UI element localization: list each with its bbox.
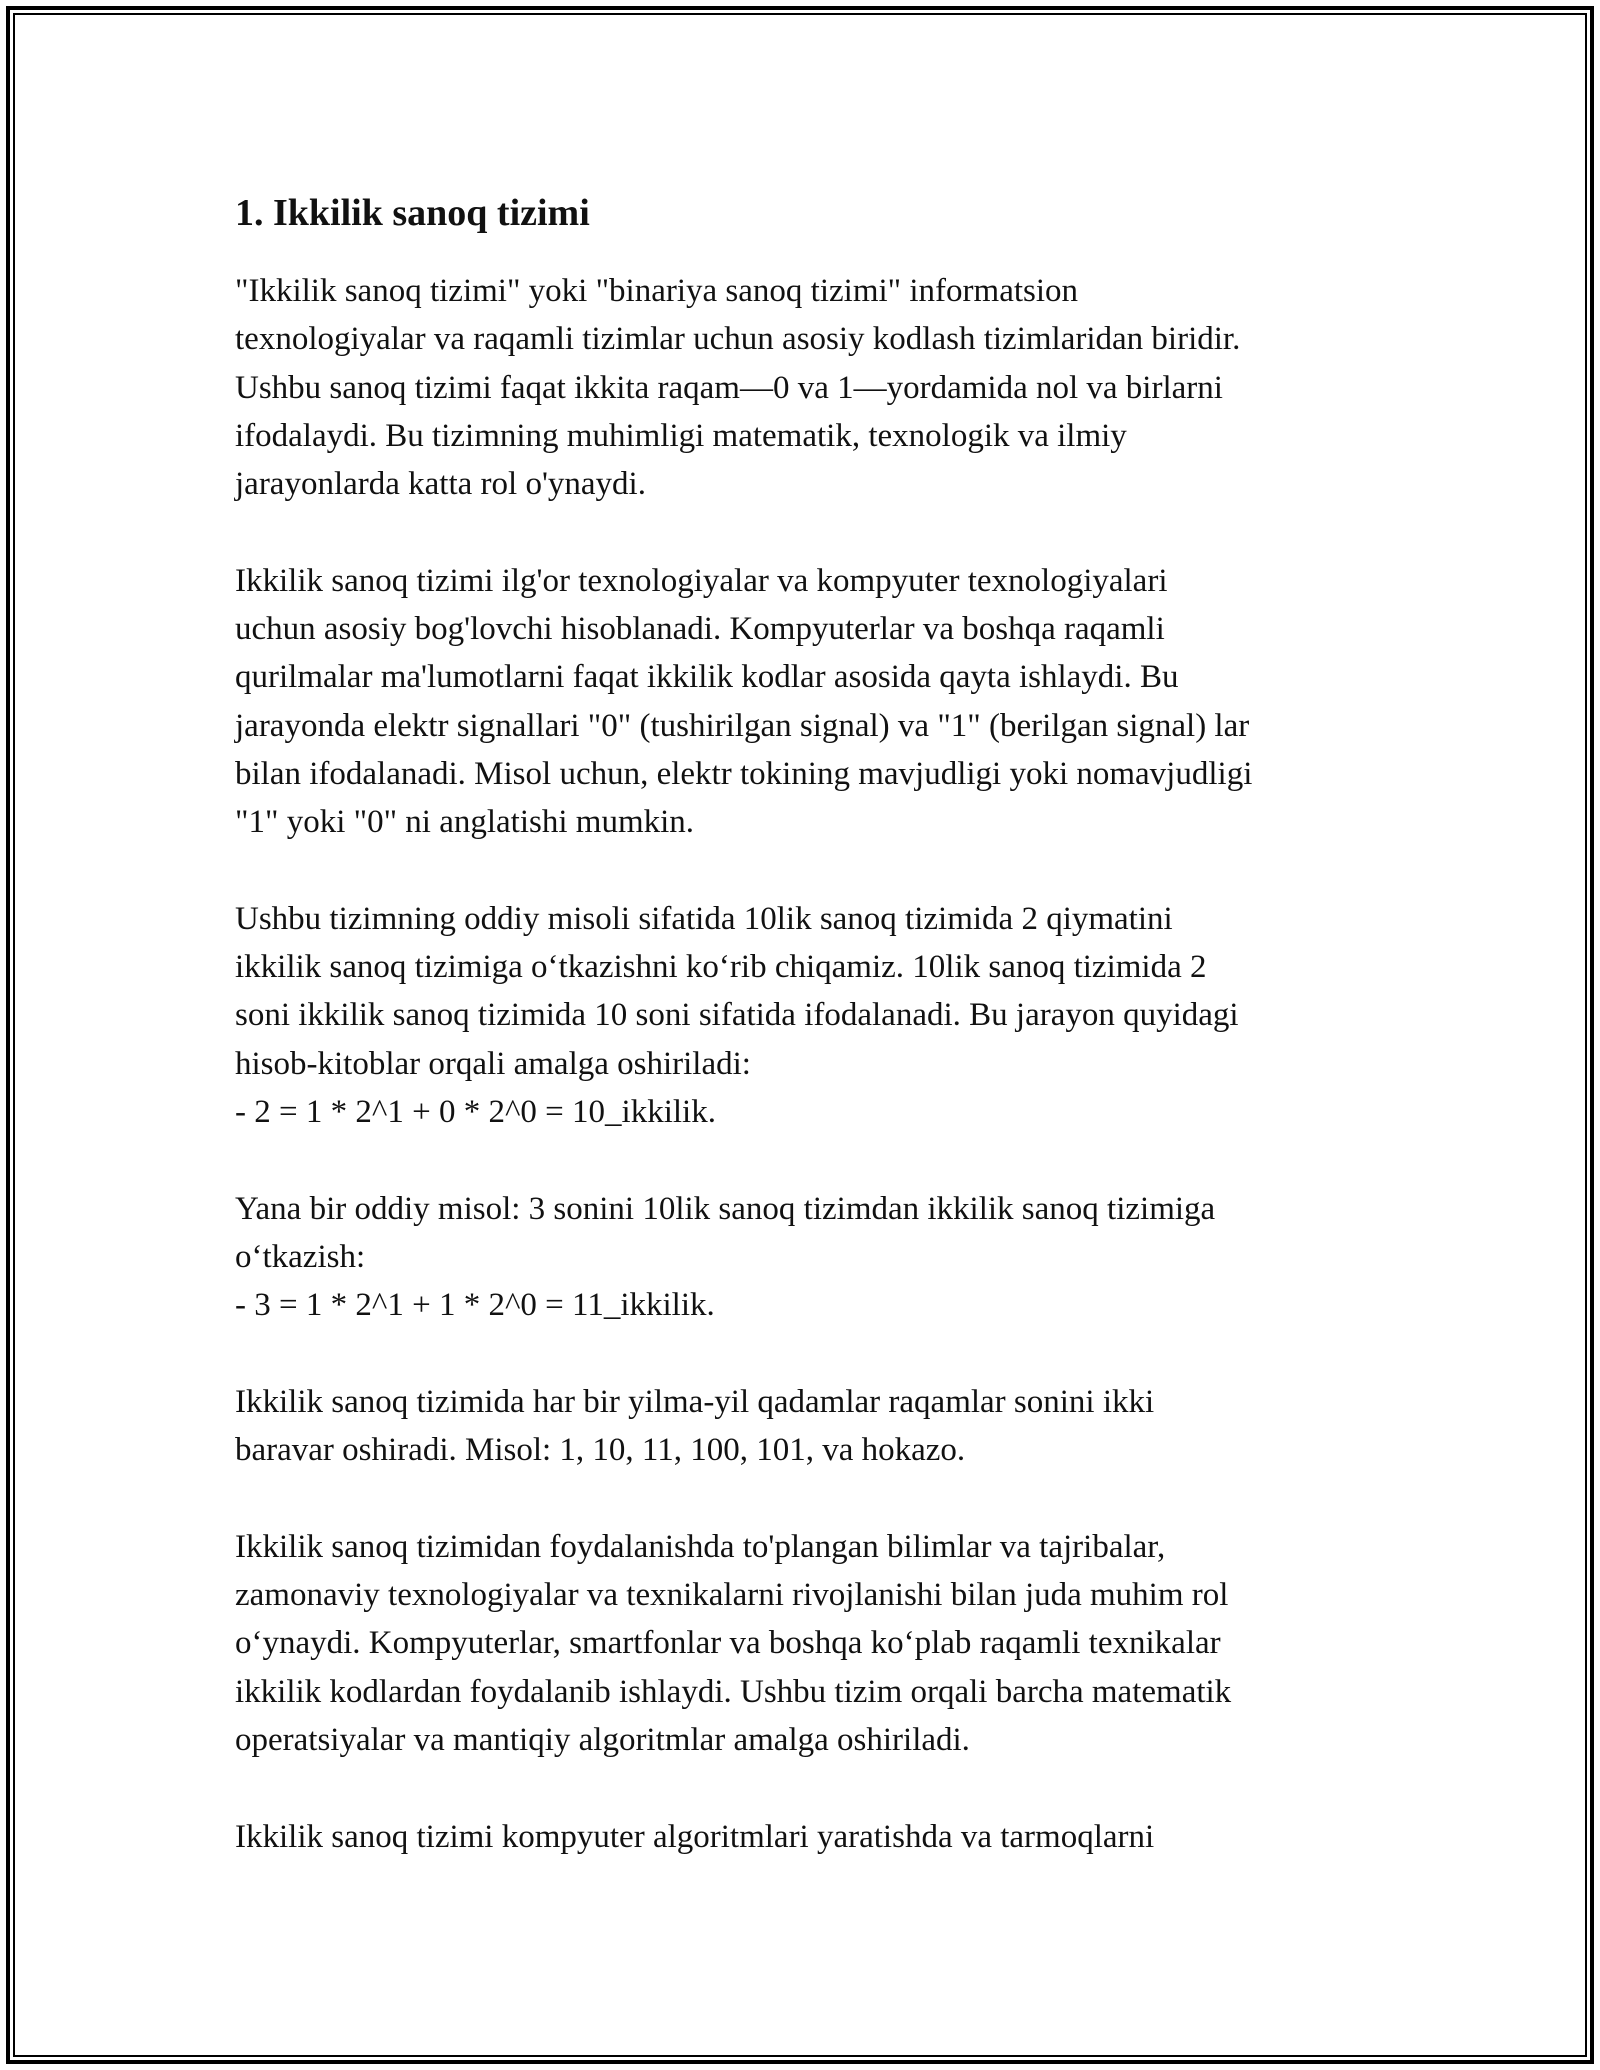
paragraph-importance: Ikkilik sanoq tizimidan foydalanishda to'plangan bilimlar va tajribalar, zamonaviy texnologiyalar va texnikalarni rivojlanishi bilan juda muhim rol o‘ynaydi. Kompyuterlar, smartfonlar va boshqa ko‘plab raqamli texnikalar ikkilik kodlardan foydalanib ishlaydi. Ushbu tizim orqali barcha matematik operatsiyalar va mantiqiy algoritmlar amalga oshiriladi. <box>235 1528 1232 1758</box>
paragraph-algorithms: Ikkilik sanoq tizimi kompyuter algoritmlari yaratishda va tarmoqlarni <box>235 1818 1155 1855</box>
paragraph-sequence: Ikkilik sanoq tizimida har bir yilma-yil qadamlar raqamlar sonini ikki baravar oshiradi. Misol: 1, 10, 11, 100, 101, va hokazo. <box>235 1383 1155 1469</box>
document-body <box>235 185 1395 1909</box>
paragraph-computers: Ikkilik sanoq tizimi ilg'or texnologiyalar va kompyuter texnologiyalari uchun asosiy bog'lovchi hisoblanadi. Kompyuterlar va boshqa raqamli qurilmalar ma'lumotlarni faqat ikkilik kodlar asosida qayta ishlaydi. Bu jarayonda elektr signallari "0" (tushirilgan signal) va "1" (berilgan signal) lar bilan ifodalanadi. Misol uchun, elektr tokining mavjudligi yoki nomavjudligi "1" yoki "0" ni anglatishi mumkin. <box>235 562 1253 841</box>
paragraph-example-2: Ushbu tizimning oddiy misoli sifatida 10lik sanoq tizimida 2 qiymatini ikkilik sanoq tizimiga o‘tkazishni ko‘rib chiqamiz. 10lik sanoq tizimida 2 soni ikkilik sanoq tizimida 10 soni sifatida ifodalanadi. Bu jarayon quyidagi hisob-kitoblar orqali amalga oshiriladi: - 2 = 1 * 2^1 + 0 * 2^0 = 10_ikkilik. <box>235 900 1239 1131</box>
paragraph-intro: "Ikkilik sanoq tizimi" yoki "binariya sanoq tizimi" informatsion texnologiyalar va raqamli tizimlar uchun asosiy kodlash tizimlaridan biridir. Ushbu sanoq tizimi faqat ikkita raqam—0 va 1—yordamida nol va birlarni ifodalaydi. Bu tizimning muhimligi matematik, texnologik va ilmiy jarayonlarda katta rol o'ynaydi. <box>235 273 1241 503</box>
section-heading: 1. Ikkilik sanoq tizimi <box>235 192 590 234</box>
paragraph-example-3: Yana bir oddiy misol: 3 sonini 10lik sanoq tizimdan ikkilik sanoq tizimiga o‘tkazish: - 3 = 1 * 2^1 + 1 * 2^0 = 11_ikkilik. <box>235 1190 1216 1324</box>
